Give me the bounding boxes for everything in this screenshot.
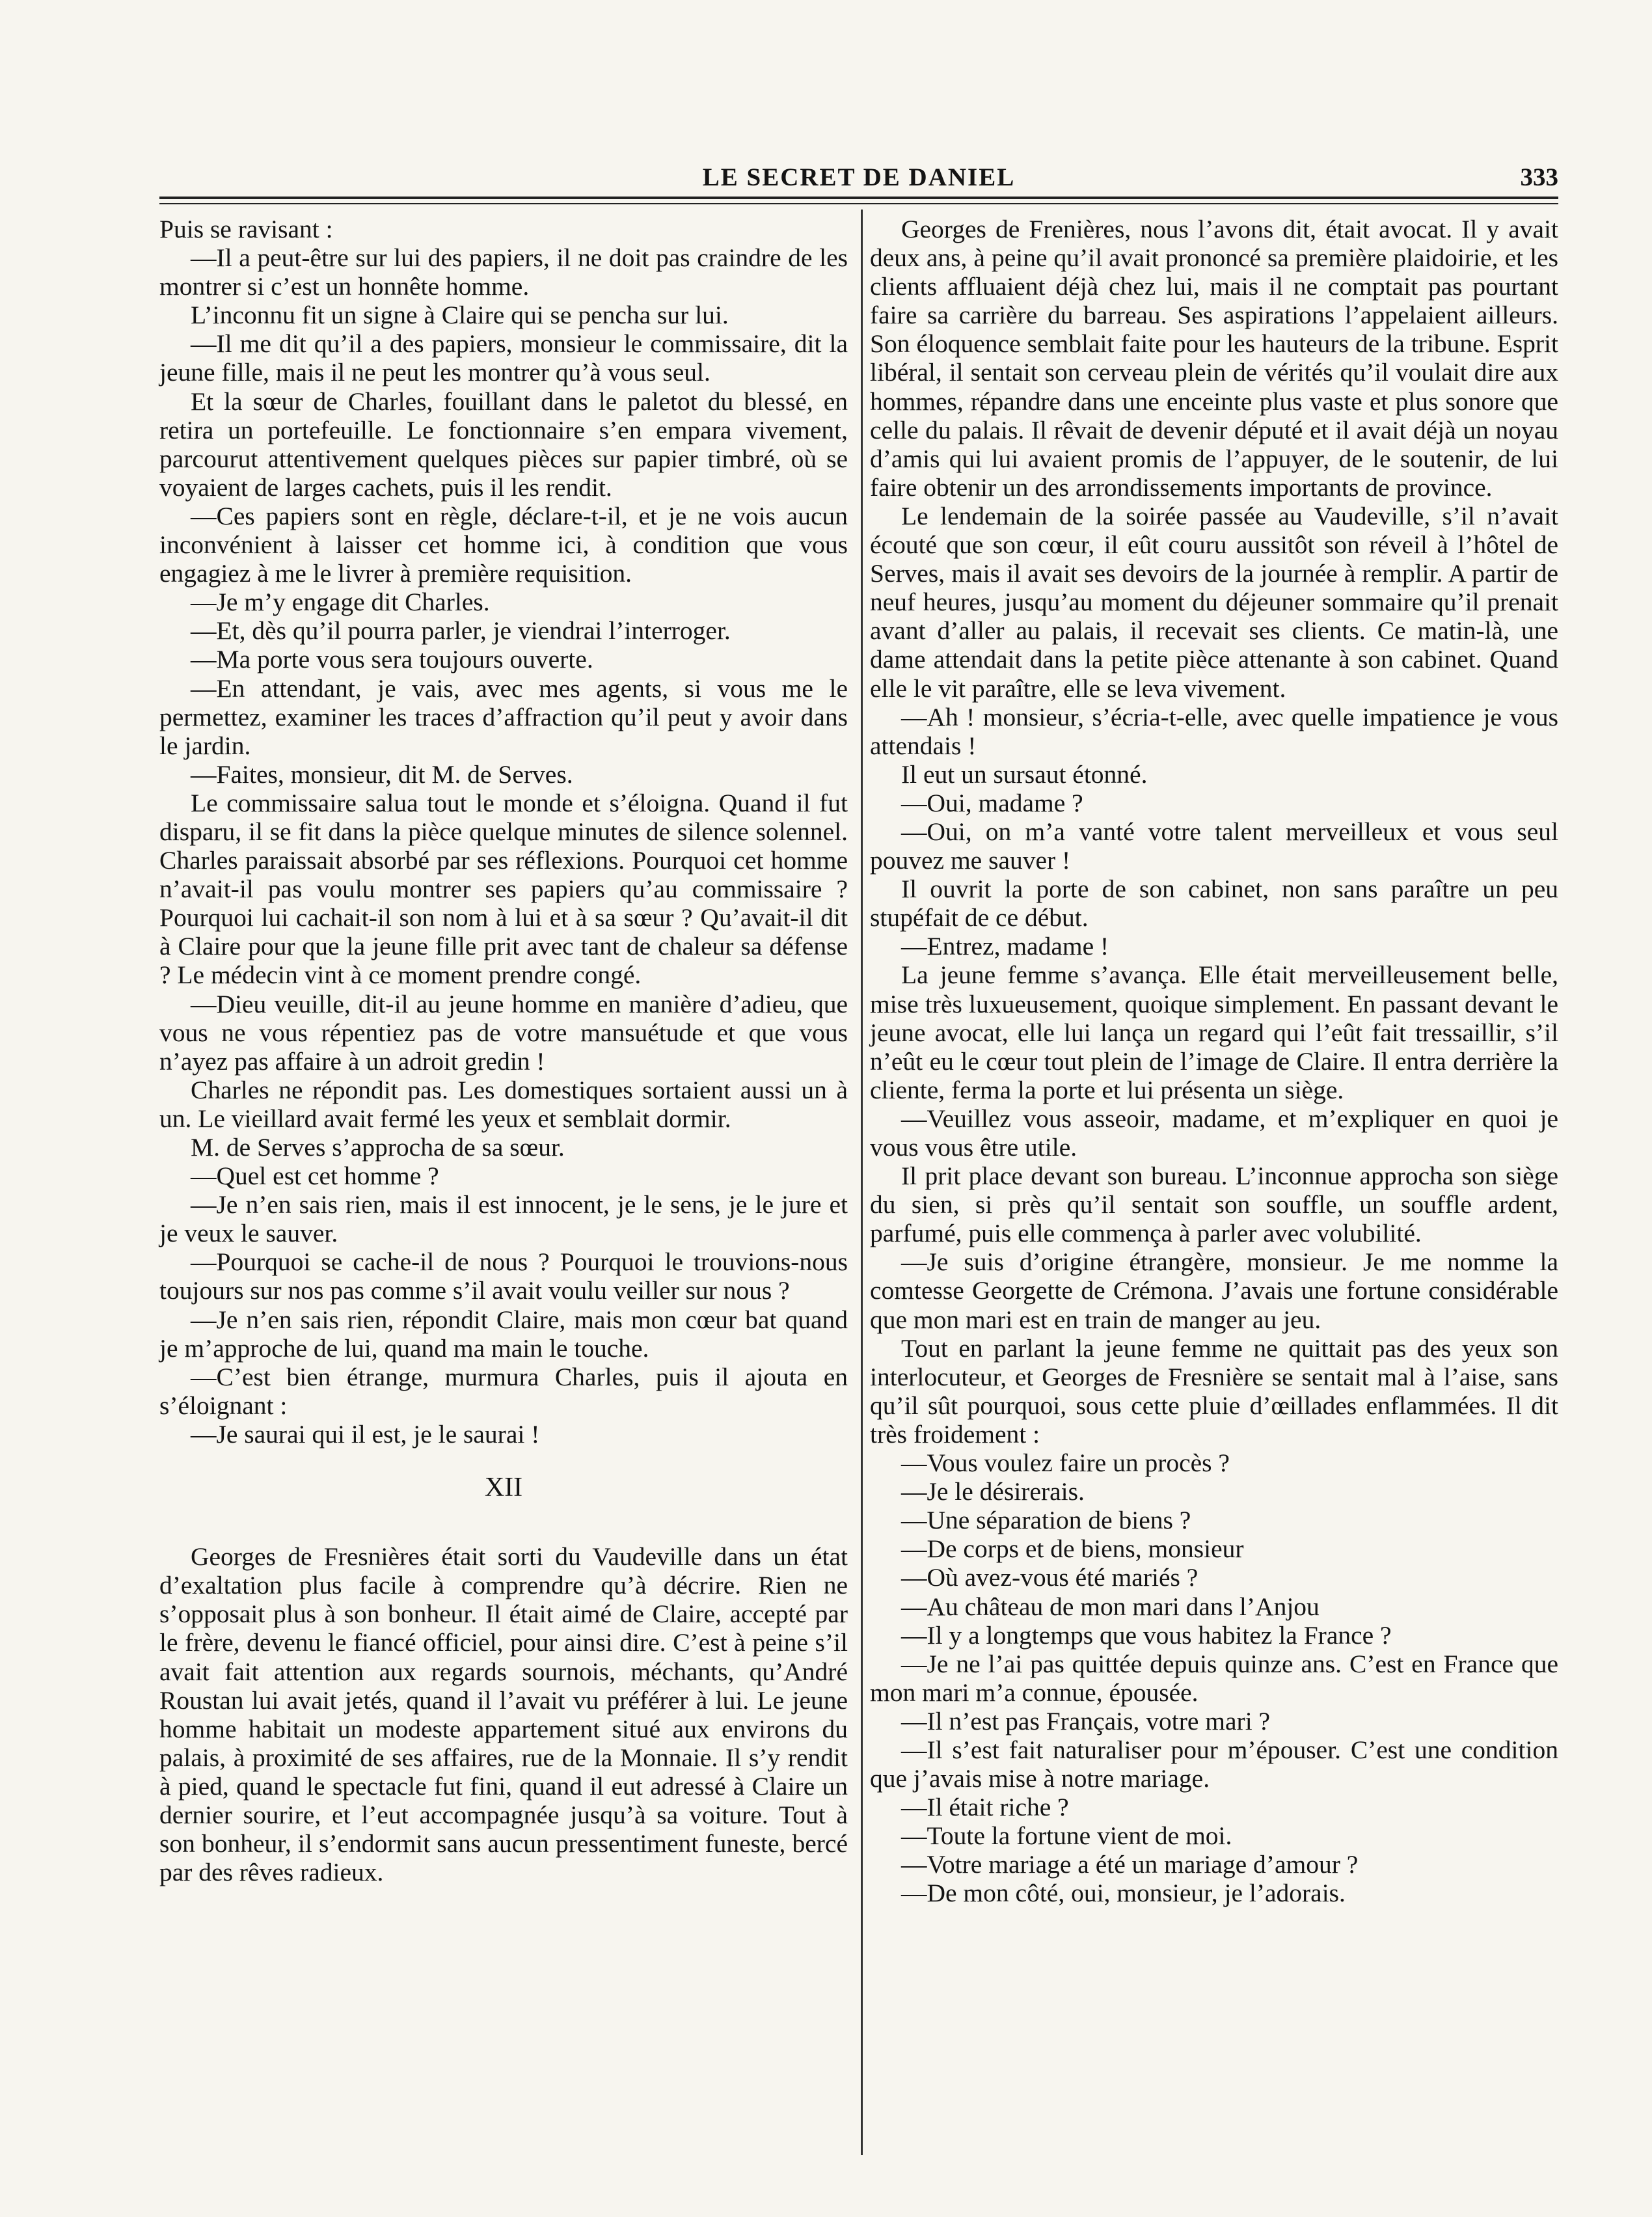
page-number: 333 bbox=[1520, 163, 1558, 191]
paragraph: —Faites, monsieur, dit M. de Serves. bbox=[191, 759, 573, 789]
paragraph: —C’est bien étrange, murmura Charles, puis il ajouta en s’éloignant : bbox=[159, 1362, 848, 1420]
paragraph: —Je ne l’ai pas quittée depuis quinze ans. C’est en France que mon mari m’a connue, épousée. bbox=[870, 1649, 1558, 1707]
paragraph: —Pourquoi se cache-il de nous ? Pourquoi le trouvions-nous toujours sur nos pas comme s’il avait voulu veiller sur nous ? bbox=[159, 1247, 848, 1305]
paragraph: —Il s’est fait naturaliser pour m’épouser. C’est une condition que j’avais mise à notre mariage. bbox=[870, 1735, 1558, 1793]
paragraph: Georges de Frenières, nous l’avons dit, était avocat. Il y avait deux ans, à peine qu’il avait prononcé sa première plaidoirie, et les clients affluaient déjà chez lui, mais il ne comptait pas pourtant faire sa carrière du barreau. Ses aspirations l’appelaient ailleurs. Son éloquence semblait faite pour les hauteurs de la tribune. Esprit libéral, il sentait son cerveau plein de vérités qu’il voulait dire aux hommes, répandre dans une enceinte plus vaste et plus sonore que celle du palais. Il rêvait de devenir député et il avait déjà un noyau d’amis qui lui avaient promis de l’appuyer, de le soutenir, de lui faire obtenir un des arrondissements importants de province. bbox=[870, 215, 1558, 502]
paragraph: Puis se ravisant : bbox=[159, 215, 333, 243]
paragraph: —Je suis d’origine étrangère, monsieur. Je me nomme la comtesse Georgette de Crémona. J’avais une fortune considérable que mon mari est en train de manger au jeu. bbox=[870, 1247, 1558, 1334]
paragraph: —Oui, on m’a vanté votre talent merveilleux et vous seul pouvez me sauver ! bbox=[870, 817, 1558, 875]
paragraph: Il eut un sursaut étonné. bbox=[901, 759, 1148, 789]
paragraph: —Ah ! monsieur, s’écria-t-elle, avec quelle impatience je vous attendais ! bbox=[870, 702, 1558, 760]
paragraph: —Il a peut-être sur lui des papiers, il ne doit pas craindre de les montrer si c’est un honnête homme. bbox=[159, 243, 848, 301]
paragraph: Charles ne répondit pas. Les domestiques sortaient aussi un à un. Le vieillard avait fermé les yeux et semblait dormir. bbox=[159, 1075, 848, 1133]
paragraph: —Il n’est pas Français, votre mari ? bbox=[901, 1706, 1271, 1735]
right-column bbox=[870, 215, 1558, 1908]
paragraph: —Une séparation de biens ? bbox=[901, 1506, 1191, 1535]
paragraph: —Toute la fortune vient de moi. bbox=[901, 1821, 1232, 1851]
paragraph: —Entrez, madame ! bbox=[901, 932, 1109, 961]
paragraph: —De mon côté, oui, monsieur, je l’adorais. bbox=[901, 1879, 1346, 1908]
header-rule-thin bbox=[159, 203, 1558, 204]
paragraph: —Il me dit qu’il a des papiers, monsieur le commissaire, dit la jeune fille, mais il ne peut les montrer qu’à vous seul. bbox=[159, 329, 848, 387]
running-title: LE SECRET DE DANIEL bbox=[702, 163, 1016, 191]
paragraph: —Veuillez vous asseoir, madame, et m’expliquer en quoi je vous vous être utile. bbox=[870, 1104, 1558, 1162]
left-column bbox=[159, 215, 848, 1886]
paragraph: —De corps et de biens, monsieur bbox=[901, 1534, 1244, 1564]
paragraph: Georges de Fresnières était sorti du Vaudeville dans un état d’exaltation plus facile à comprendre qu’à décrire. Rien ne s’opposait plus à son bonheur. Il était aimé de Claire, accepté par le frère, devenu le fiancé officiel, pour ainsi dire. C’est à peine s’il avait fait attention aux regards sournois, méchants, qu’André Roustan lui avait jetés, quand il l’avait vu préférer à lui. Le jeune homme habitait un modeste appartement situé aux environs du palais, à proximité de ses affaires, rue de la Monnaie. Il s’y rendit à pied, quand le spectacle fut fini, quand il eut adressé à Claire un dernier sourire, et l’eut accompagnée jusqu’à sa voiture. Tout à son bonheur, il s’endormit sans aucun pressentiment funeste, bercé par des rêves radieux. bbox=[159, 1542, 848, 1887]
paragraph: La jeune femme s’avança. Elle était merveilleusement belle, mise très luxueusement, quoique simplement. En passant devant le jeune avocat, elle lui lança un regard qui l’eût fait tressaillir, s’il n’eût eu le cœur tout plein de l’image de Claire. Il entra derrière la cliente, ferma la porte et lui présenta un siège. bbox=[870, 960, 1558, 1104]
column-divider bbox=[861, 210, 863, 2155]
header-rule-thick bbox=[159, 197, 1558, 199]
paragraph: —Je n’en sais rien, mais il est innocent, je le sens, je le jure et je veux le sauver. bbox=[159, 1190, 848, 1248]
paragraph: —En attendant, je vais, avec mes agents, si vous me le permettez, examiner les traces d’affraction qu’il peut y avoir dans le jardin. bbox=[159, 673, 848, 760]
paragraph: —Votre mariage a été un mariage d’amour ? bbox=[901, 1850, 1359, 1879]
paragraph: Tout en parlant la jeune femme ne quittait pas des yeux son interlocuteur, et Georges de Fresnière se sentait mal à l’aise, sans qu’il sût pourquoi, sous cette pluie d’œillades enflammées. Il dit très froidement : bbox=[870, 1333, 1558, 1449]
paragraph: —Il était riche ? bbox=[901, 1793, 1069, 1822]
paragraph: —Et, dès qu’il pourra parler, je viendrai l’interroger. bbox=[191, 616, 731, 646]
paragraph: Le commissaire salua tout le monde et s’éloigna. Quand il fut disparu, il se fit dans la pièce quelque minutes de silence solennel. Charles paraissait absorbé par ses réflexions. Pourquoi cet homme n’avait-il pas voulu montrer ses papiers qu’au commissaire ? Pourquoi lui cachait-il son nom à lui et à sa sœur ? Qu’avait-il dit à Claire pour que la jeune fille prit avec tant de chaleur sa défense ? Le médecin vint à ce moment prendre congé. bbox=[159, 788, 848, 990]
chapter-heading: XII bbox=[484, 1473, 523, 1503]
paragraph: Il prit place devant son bureau. L’inconnue approcha son siège du sien, si près qu’il sentait son souffle, un souffle ardent, parfumé, puis elle commença à parler avec volubilité. bbox=[870, 1162, 1558, 1248]
paragraph: —Ces papiers sont en règle, déclare-t-il, et je ne vois aucun inconvénient à laisser cet homme ici, à condition que vous engagiez à me le livrer à première requisition. bbox=[159, 501, 848, 588]
paragraph: L’inconnu fit un signe à Claire qui se pencha sur lui. bbox=[191, 301, 729, 330]
paragraph: —Où avez-vous été mariés ? bbox=[901, 1563, 1198, 1592]
paragraph: —Il y a longtemps que vous habitez la France ? bbox=[901, 1620, 1392, 1650]
paragraph: Il ouvrit la porte de son cabinet, non sans paraître un peu stupéfait de ce début. bbox=[870, 875, 1558, 932]
paragraph: —Je m’y engage dit Charles. bbox=[191, 588, 490, 617]
paragraph: —Dieu veuille, dit-il au jeune homme en manière d’adieu, que vous ne vous répentiez pas de votre mansuétude et que vous n’ayez pas affaire à un adroit gredin ! bbox=[159, 989, 848, 1076]
paragraph: —Je saurai qui il est, je le saurai ! bbox=[191, 1419, 540, 1449]
paragraph: Le lendemain de la soirée passée au Vaudeville, s’il n’avait écouté que son cœur, il eût couru aussitôt son réveil à l’hôtel de Serves, mais il avait ses devoirs de la journée à remplir. A partir de neuf heures, jusqu’au moment du déjeuner sommaire qu’il prenait avant d’aller au palais, il recevait ses clients. Ce matin-là, une dame attendait dans la petite pièce attenante à son cabinet. Quand elle le vit paraître, elle se leva vivement. bbox=[870, 501, 1558, 703]
paragraph: —Quel est cet homme ? bbox=[191, 1162, 439, 1191]
paragraph: —Je n’en sais rien, répondit Claire, mais mon cœur bat quand je m’approche de lui, quand ma main le touche. bbox=[159, 1305, 848, 1363]
paragraph: —Ma porte vous sera toujours ouverte. bbox=[191, 645, 593, 674]
paragraph: M. de Serves s’approcha de sa sœur. bbox=[191, 1133, 565, 1162]
paragraph: —Je le désirerais. bbox=[901, 1477, 1085, 1506]
paragraph: —Vous voulez faire un procès ? bbox=[901, 1449, 1230, 1478]
paragraph: —Au château de mon mari dans l’Anjou bbox=[901, 1592, 1320, 1621]
page-header bbox=[159, 157, 1558, 197]
paragraph: —Oui, madame ? bbox=[901, 788, 1083, 817]
paragraph: Et la sœur de Charles, fouillant dans le paletot du blessé, en retira un portefeuille. Le fonctionnaire s’en empara vivement, parcourut attentivement quelques pièces sur papier timbré, où se voyaient de larges cachets, puis il les rendit. bbox=[159, 387, 848, 502]
